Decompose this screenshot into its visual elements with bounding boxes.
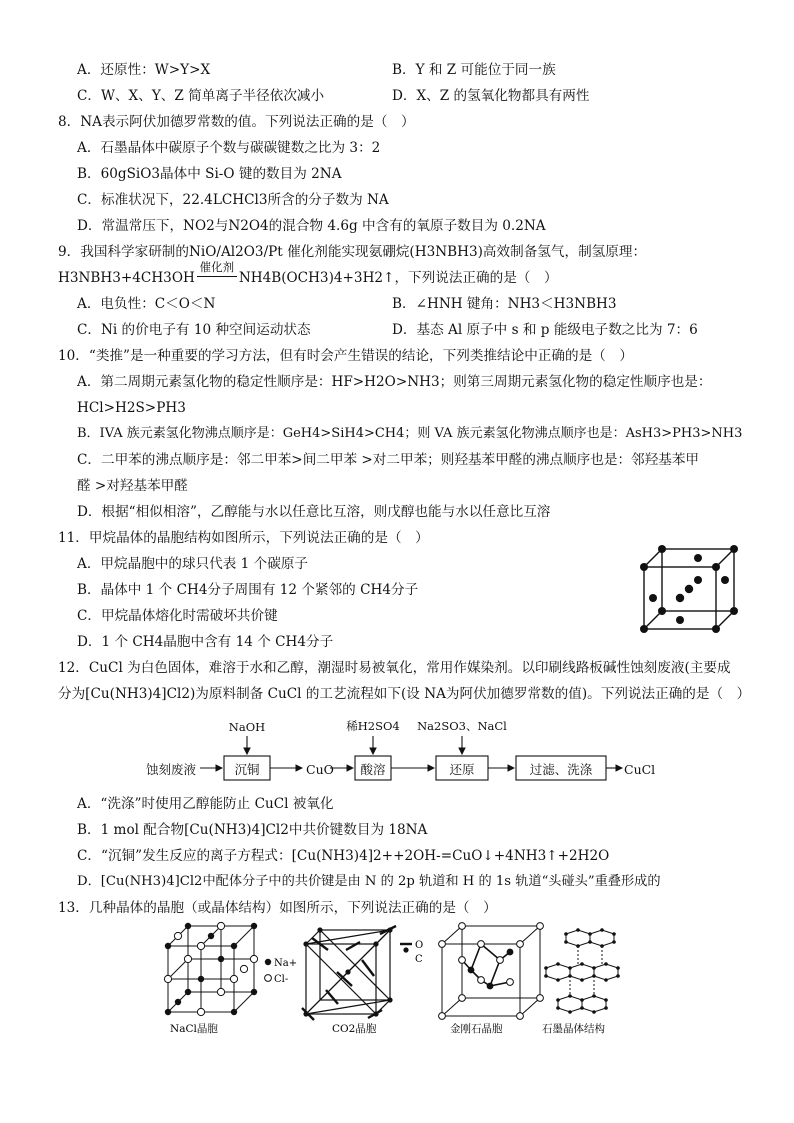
q10-option-a-line1: A．第二周期元素氢化物的稳定性顺序是：HF>H2O>NH3；则第三周期元素氢化物的稳定性顺序也是：: [77, 374, 712, 390]
nacl-legend-cl: Cl-: [274, 974, 289, 985]
q8-option-c: C．标准状况下，22.4LCHCl3所含的分子数为 NA: [77, 192, 389, 208]
q9-option-a: A．电负性：C＜O＜N: [77, 296, 216, 312]
q8-option-b: B．60gSiO3晶体中 Si-O 键的数目为 2NA: [77, 166, 342, 182]
diamond-caption: 金刚石晶胞: [450, 1023, 503, 1035]
flow-end-label: CuCl: [624, 762, 656, 777]
q12-stem-line2: 分为[Cu(NH3)4]Cl2)为原料制备 CuCl 的工艺流程如下(设 NA为阿伏加德罗常数的值)。下列说法正确的是（ ）: [58, 686, 751, 702]
q9-option-d: D．基态 Al 原子中 s 和 p 能级电子数之比为 7：6: [392, 322, 698, 338]
graphite-structure: [542, 928, 620, 1035]
nacl-legend-na: Na+: [274, 958, 298, 969]
q12-stem-line1: 12．CuCl 为白色固体，难溶于水和乙醇，潮湿时易被氧化，常用作媒染剂。以印刷线路板碱性蚀刻废液(主要成: [58, 660, 731, 676]
q11-option-b: B．晶体中 1 个 CH4分子周围有 12 个紧邻的 CH4分子: [77, 582, 419, 598]
q9-catalyst-label: 催化剂: [199, 260, 235, 274]
q9-catalyst-arrow: [195, 260, 239, 287]
q12-option-b: B．1 mol 配合物[Cu(NH3)4]Cl2中共价键数目为 18NA: [77, 822, 428, 838]
flow-start-label: 蚀刻废液: [146, 762, 197, 777]
flow-step4: 过滤、洗涤: [529, 762, 593, 777]
q9-stem: 9．我国科学家研制的NiO/Al2O3/Pt 催化剂能实现氨硼烷(H3NBH3)高效制备氢气，制氢原理：: [58, 244, 647, 260]
q8-option-d: D．常温常压下，NO2与N2O4的混合物 4.6g 中含有的氧原子数目为 0.2NA: [77, 218, 546, 234]
co2-caption: CO2晶胞: [332, 1023, 377, 1035]
graphite-caption: 石墨晶体结构: [542, 1023, 605, 1035]
flow-step1: 沉铜: [234, 762, 260, 777]
q12-option-a: A．“洗涤”时使用乙醇能防止 CuCl 被氧化: [77, 796, 334, 812]
q9-equation-left: H3NBH3+4CH3OH: [58, 270, 195, 286]
q13-stem: 13．几种晶体的晶胞（或晶体结构）如图所示，下列说法正确的是（ ）: [58, 900, 497, 916]
q9-equation: [58, 260, 558, 287]
q8-option-a: A．石墨晶体中碳原子个数与碳碳键数之比为 3：2: [77, 140, 381, 156]
q10-option-b: B．IVA 族元素氢化物沸点顺序是：GeH4>SiH4>CH4；则 VA 族元素氢化物沸点顺序也是：AsH3>PH3>NH3: [77, 426, 743, 441]
q10-option-d: D．根据“相似相溶”，乙醇能与水以任意比互溶，则戊醇也能与水以任意比互溶: [77, 504, 551, 520]
flow-mid1-label: CuO: [306, 762, 334, 777]
q11-option-d: D．1 个 CH4晶胞中含有 14 个 CH4分子: [77, 634, 334, 650]
q9-option-b: B．∠HNH 键角：NH3＜H3NBH3: [392, 296, 617, 312]
q7-option-a: A．还原性：W>Y>X: [77, 62, 211, 78]
q9-option-c: C．Ni 的价电子有 10 种空间运动状态: [77, 322, 311, 338]
q10-stem: 10．“类推”是一种重要的学习方法，但有时会产生错误的结论，下列类推结论中正确的是（ ）: [58, 348, 633, 364]
flow-reagent1: NaOH: [228, 720, 266, 734]
q12-option-c: C．“沉铜”发生反应的离子方程式：[Cu(NH3)4]2++2OH-=CuO↓+4NH3↑+2H2O: [77, 848, 610, 864]
nacl-cell: [164, 922, 297, 1035]
q11-option-a: A．甲烷晶胞中的球只代表 1 个碳原子: [77, 556, 309, 572]
flow-step2: 酸溶: [360, 762, 386, 777]
q11-option-c: C．甲烷晶体熔化时需破坏共价键: [77, 608, 278, 624]
cucl-process-flow: [140, 710, 660, 790]
q8-stem: 8．NA表示阿伏加德罗常数的值。下列说法正确的是（ ）: [58, 114, 415, 130]
crystal-figures: [160, 920, 620, 1038]
co2-legend-c: C: [415, 954, 423, 965]
q10-option-c-line1: C．二甲苯的沸点顺序是：邻二甲苯>间二甲苯 >对二甲苯；则羟基苯甲醛的沸点顺序也是：邻羟基苯甲: [77, 452, 700, 468]
co2-legend-o: O: [415, 940, 424, 951]
nacl-caption: NaCl晶胞: [170, 1023, 218, 1035]
flow-reagent3: Na2SO3、NaCl: [417, 719, 507, 733]
q10-option-a-line2: HCl>H2S>PH3: [77, 400, 186, 416]
q10-option-c-line2: 醛 >对羟基苯甲醛: [77, 478, 188, 494]
q11-stem: 11．甲烷晶体的晶胞结构如图所示，下列说法正确的是（ ）: [58, 530, 429, 546]
q9-arrow-line: [197, 276, 237, 277]
methane-unit-cell-figure: [636, 543, 746, 635]
flow-reagent2: 稀H2SO4: [346, 719, 400, 733]
diamond-cell: [439, 923, 544, 1035]
q7-option-c: C．W、X、Y、Z 简单离子半径依次减小: [77, 88, 325, 104]
q7-option-b: B．Y 和 Z 可能位于同一族: [392, 62, 556, 78]
q12-option-d: D．[Cu(NH3)4]Cl2中配体分子中的共价键是由 N 的 2p 轨道和 H 的 1s 轨道“头碰头”重叠形成的: [77, 874, 661, 889]
co2-cell: [302, 926, 423, 1035]
flow-step3: 还原: [449, 762, 475, 777]
q9-equation-right: NH4B(OCH3)4+3H2↑，下列说法正确的是（ ）: [238, 270, 558, 286]
q7-option-d: D．X、Z 的氢氧化物都具有两性: [392, 88, 590, 104]
